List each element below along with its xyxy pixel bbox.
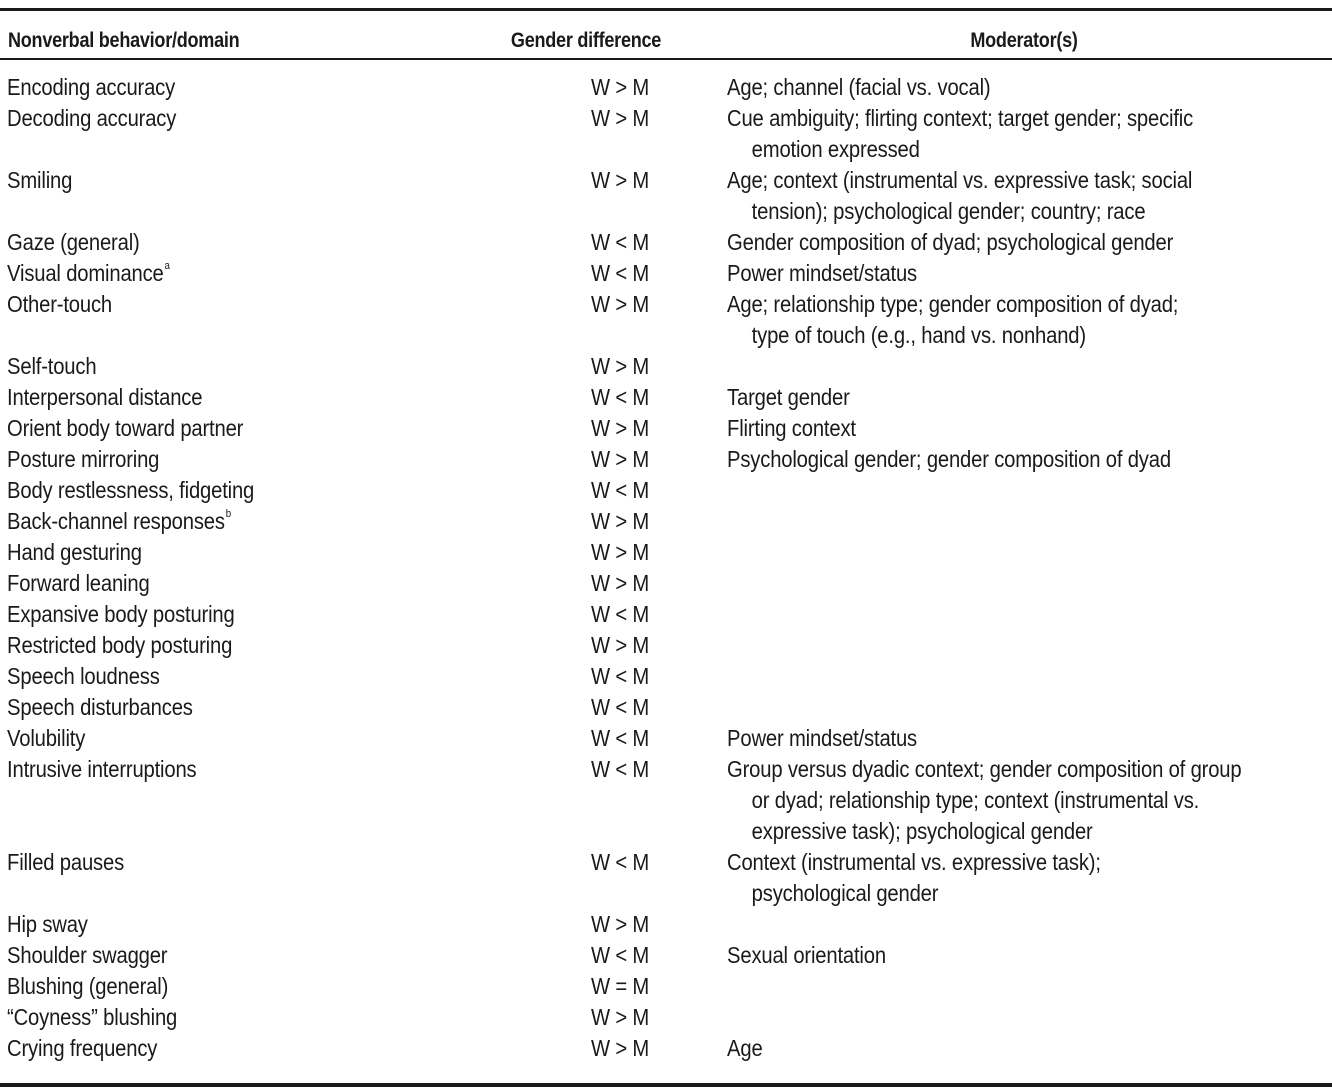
table-row [0, 506, 1332, 537]
moderator-text: Sexual orientation [727, 942, 886, 968]
gender-difference-value: W > M [590, 1035, 650, 1061]
table-row [0, 599, 1332, 630]
table-row [0, 568, 1332, 599]
behavior-cell [0, 413, 422, 444]
table-header-rule [0, 58, 1332, 60]
gender-difference-value: W < M [590, 229, 650, 255]
gender-difference-cell [480, 444, 720, 475]
gender-difference-value: W > M [590, 1004, 650, 1030]
moderators-cell [720, 382, 1259, 413]
moderator-text: Target gender [727, 384, 850, 410]
behavior-label: “Coyness” blushing [7, 1004, 178, 1030]
behavior-cell [0, 1033, 422, 1064]
gender-difference-cell [480, 165, 720, 227]
table-row [0, 289, 1332, 351]
gender-difference-cell [480, 723, 720, 754]
footnote-marker: a [164, 260, 170, 272]
behavior-cell [0, 971, 422, 1002]
behavior-cell [0, 599, 422, 630]
gender-difference-value: W > M [590, 353, 650, 379]
behavior-label: Interpersonal distance [7, 384, 203, 410]
moderators-cell [720, 940, 1259, 971]
behavior-label: Self-touch [7, 353, 97, 379]
moderators-cell [720, 971, 1259, 1002]
gender-difference-cell [480, 630, 720, 661]
moderators-cell [720, 444, 1259, 475]
moderators-cell [720, 506, 1259, 537]
gender-difference-value: W < M [590, 384, 650, 410]
behavior-cell [0, 537, 422, 568]
gender-difference-value: W < M [590, 849, 650, 875]
moderators-cell [720, 413, 1259, 444]
behavior-label: Filled pauses [7, 849, 125, 875]
behavior-label: Posture mirroring [7, 446, 160, 472]
moderators-cell [720, 723, 1259, 754]
behavior-cell [0, 909, 422, 940]
gender-difference-cell [480, 506, 720, 537]
moderator-text: Age; channel (facial vs. vocal) [727, 74, 991, 100]
gender-difference-value: W < M [590, 725, 650, 751]
behavior-cell [0, 630, 422, 661]
behavior-label: Expansive body posturing [7, 601, 235, 627]
behavior-label: Shoulder swagger [7, 942, 168, 968]
moderator-text: emotion expressed [751, 136, 920, 162]
header-moderators: Moderator(s) [970, 29, 1078, 52]
table-row [0, 940, 1332, 971]
behavior-cell [0, 692, 422, 723]
behavior-label: Body restlessness, fidgeting [7, 477, 255, 503]
moderator-text: Age; context (instrumental vs. expressive task; social [727, 167, 1193, 193]
moderator-text: Cue ambiguity; flirting context; target gender; specific [727, 105, 1194, 131]
table-row [0, 661, 1332, 692]
behavior-cell [0, 506, 422, 537]
header-behavior: Nonverbal behavior/domain [8, 29, 240, 52]
gender-difference-value: W > M [590, 570, 650, 596]
gender-difference-value: W < M [590, 756, 650, 782]
gender-difference-cell [480, 289, 720, 351]
moderator-text: Context (instrumental vs. expressive task); [727, 849, 1101, 875]
table-row [0, 537, 1332, 568]
gender-difference-cell [480, 72, 720, 103]
moderators-cell [720, 568, 1259, 599]
behavior-cell [0, 568, 422, 599]
behavior-label: Volubility [7, 725, 86, 751]
moderators-cell [720, 72, 1259, 103]
table-row [0, 909, 1332, 940]
behavior-label: Orient body toward partner [7, 415, 244, 441]
gender-difference-value: W > M [590, 74, 650, 100]
table-row [0, 165, 1332, 227]
moderators-cell [720, 227, 1259, 258]
table-row [0, 444, 1332, 475]
moderators-cell [720, 1033, 1259, 1064]
gender-difference-value: W > M [590, 415, 650, 441]
table-row [0, 630, 1332, 661]
behavior-cell [0, 940, 422, 971]
table-row [0, 351, 1332, 382]
gender-difference-cell [480, 661, 720, 692]
behavior-cell [0, 103, 422, 165]
gender-difference-cell [480, 568, 720, 599]
behavior-cell [0, 72, 422, 103]
moderator-text: Gender composition of dyad; psychological gender [727, 229, 1174, 255]
gender-difference-cell [480, 103, 720, 165]
behavior-label: Restricted body posturing [7, 632, 233, 658]
table-row [0, 723, 1332, 754]
gender-difference-cell [480, 227, 720, 258]
moderator-text: type of touch (e.g., hand vs. nonhand) [751, 322, 1086, 348]
table-row [0, 258, 1332, 289]
moderators-cell [720, 599, 1259, 630]
gender-difference-cell [480, 692, 720, 723]
moderator-text: psychological gender [751, 880, 939, 906]
table-row [0, 475, 1332, 506]
moderators-cell [720, 103, 1259, 165]
behavior-label: Speech loudness [7, 663, 160, 689]
behavior-cell [0, 661, 422, 692]
moderators-cell [720, 661, 1259, 692]
gender-difference-value: W > M [590, 105, 650, 131]
gender-difference-cell [480, 940, 720, 971]
moderators-cell [720, 475, 1259, 506]
gender-difference-cell [480, 351, 720, 382]
moderators-cell [720, 351, 1259, 382]
behavior-label: Smiling [7, 167, 73, 193]
moderators-cell [720, 754, 1259, 847]
gender-difference-value: W < M [590, 260, 650, 286]
gender-difference-value: W > M [590, 508, 650, 534]
gender-difference-cell [480, 847, 720, 909]
table-row [0, 227, 1332, 258]
header-gender-difference: Gender difference [510, 29, 662, 52]
moderator-text: expressive task); psychological gender [751, 818, 1093, 844]
moderators-cell [720, 165, 1259, 227]
behavior-cell [0, 351, 422, 382]
gender-difference-cell [480, 475, 720, 506]
behavior-cell [0, 227, 422, 258]
behavior-label: Gaze (general) [7, 229, 140, 255]
gender-difference-cell [480, 413, 720, 444]
table-bottom-rule [0, 1083, 1332, 1087]
table-row [0, 754, 1332, 847]
gender-difference-cell [480, 754, 720, 847]
moderator-text: Power mindset/status [727, 725, 918, 751]
moderators-cell [720, 537, 1259, 568]
table-row [0, 971, 1332, 1002]
behavior-cell [0, 382, 422, 413]
table-body [0, 72, 1332, 1064]
behavior-label: Blushing (general) [7, 973, 169, 999]
gender-difference-value: W < M [590, 694, 650, 720]
moderator-text: Group versus dyadic context; gender composition of group [727, 756, 1242, 782]
gender-difference-cell [480, 599, 720, 630]
gender-difference-value: W > M [590, 539, 650, 565]
gender-difference-value: W > M [590, 167, 650, 193]
moderators-cell [720, 258, 1259, 289]
behavior-cell [0, 258, 422, 289]
gender-difference-cell [480, 258, 720, 289]
behavior-label: Back-channel responses [7, 508, 225, 534]
moderator-text: tension); psychological gender; country; race [751, 198, 1146, 224]
table-row [0, 413, 1332, 444]
moderator-text: Age; relationship type; gender composition of dyad; [727, 291, 1179, 317]
moderators-cell [720, 847, 1259, 909]
gender-difference-value: W < M [590, 601, 650, 627]
moderators-cell [720, 630, 1259, 661]
behavior-label: Hand gesturing [7, 539, 142, 565]
moderator-text: or dyad; relationship type; context (instrumental vs. [751, 787, 1200, 813]
behavior-cell [0, 289, 422, 351]
gender-difference-value: W > M [590, 291, 650, 317]
table-row [0, 1033, 1332, 1064]
behavior-cell [0, 1002, 422, 1033]
moderators-cell [720, 692, 1259, 723]
gender-difference-cell [480, 971, 720, 1002]
table-row [0, 72, 1332, 103]
gender-difference-value: W < M [590, 477, 650, 503]
behavior-label: Crying frequency [7, 1035, 158, 1061]
moderators-cell [720, 909, 1259, 940]
moderators-cell [720, 1002, 1259, 1033]
moderator-text: Age [727, 1035, 763, 1061]
table-row [0, 382, 1332, 413]
gender-difference-cell [480, 1002, 720, 1033]
footnote-marker: b [225, 508, 231, 520]
behavior-label: Encoding accuracy [7, 74, 176, 100]
behavior-label: Forward leaning [7, 570, 150, 596]
gender-difference-cell [480, 1033, 720, 1064]
behavior-label: Intrusive interruptions [7, 756, 197, 782]
behavior-label: Other-touch [7, 291, 112, 317]
gender-difference-cell [480, 382, 720, 413]
gender-difference-cell [480, 537, 720, 568]
behavior-label: Hip sway [7, 911, 88, 937]
table-row [0, 847, 1332, 909]
moderator-text: Flirting context [727, 415, 856, 441]
gender-difference-value: W > M [590, 911, 650, 937]
gender-difference-value: W = M [590, 973, 650, 999]
table-row [0, 692, 1332, 723]
behavior-label: Visual dominance [7, 260, 164, 286]
behavior-cell [0, 723, 422, 754]
table-top-rule [0, 8, 1332, 11]
table-row [0, 1002, 1332, 1033]
moderator-text: Psychological gender; gender composition of dyad [727, 446, 1171, 472]
behavior-cell [0, 165, 422, 227]
gender-difference-value: W < M [590, 942, 650, 968]
table-row [0, 103, 1332, 165]
behavior-cell [0, 847, 422, 909]
moderators-cell [720, 289, 1259, 351]
behavior-label: Decoding accuracy [7, 105, 177, 131]
behavior-cell [0, 754, 422, 847]
behavior-label: Speech disturbances [7, 694, 193, 720]
gender-difference-value: W < M [590, 663, 650, 689]
gender-difference-value: W > M [590, 446, 650, 472]
behavior-cell [0, 444, 422, 475]
gender-difference-value: W > M [590, 632, 650, 658]
behavior-cell [0, 475, 422, 506]
gender-difference-cell [480, 909, 720, 940]
moderator-text: Power mindset/status [727, 260, 918, 286]
